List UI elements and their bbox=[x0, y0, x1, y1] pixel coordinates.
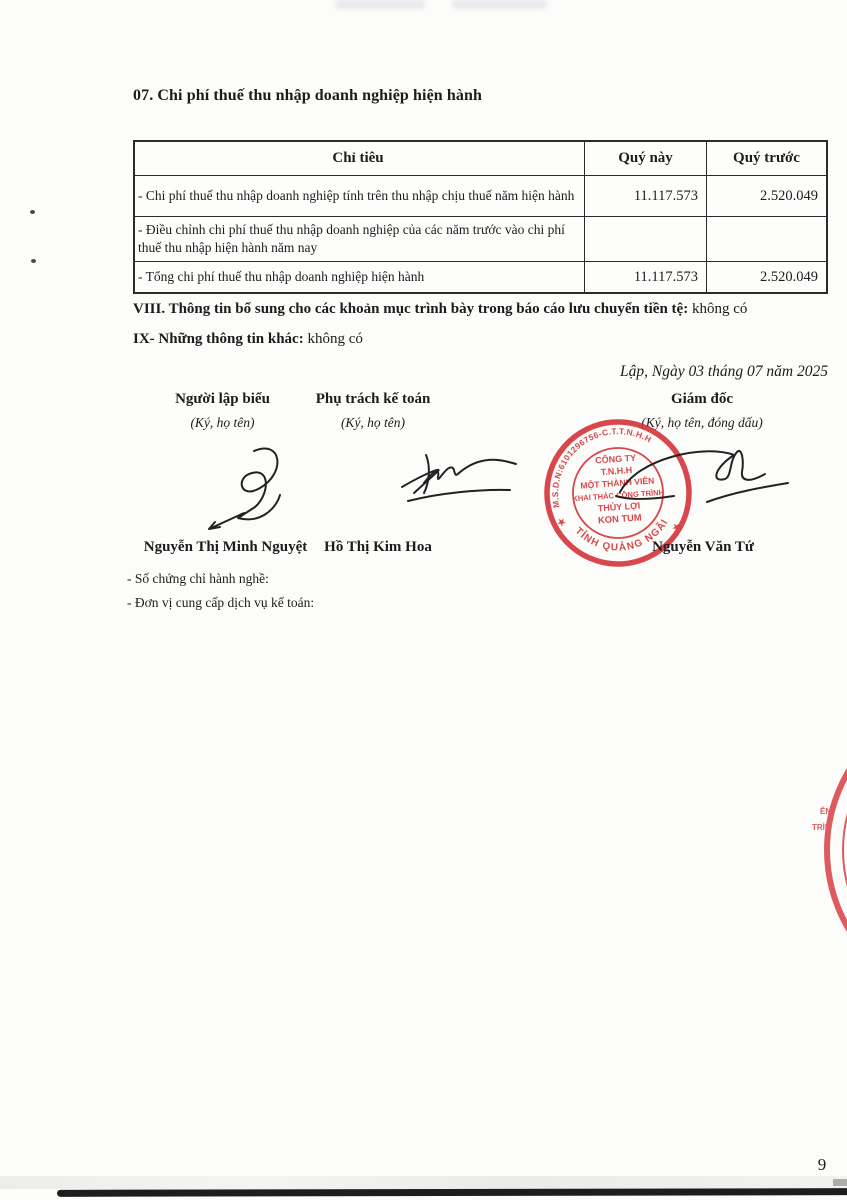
row-value-this-quarter bbox=[585, 217, 707, 261]
header-this-quarter: Quý này bbox=[585, 142, 707, 175]
preparer-name: Nguyễn Thị Minh Nguyệt bbox=[143, 539, 308, 555]
bleed-through-smudge bbox=[452, 0, 547, 9]
row-value-this-quarter: 11.117.573 bbox=[585, 176, 707, 216]
signature-director bbox=[612, 438, 807, 523]
edge-stamp-text: ÊN bbox=[820, 807, 832, 816]
scan-artifact-dot bbox=[30, 210, 35, 214]
row-value-this-quarter: 11.117.573 bbox=[585, 262, 707, 292]
stamp-ring-text-bottom: TỈNH QUẢNG NGÃI bbox=[572, 517, 671, 554]
section-ix-line bbox=[133, 331, 833, 348]
section-viii-label: VIII. Thông tin bổ sung cho các khoản mục trình bày trong báo cáo lưu chuyển tiền tệ: bbox=[133, 301, 689, 317]
stamp-star-left: ★ bbox=[554, 514, 570, 531]
scan-edge-mark bbox=[833, 1179, 847, 1186]
footnote-certificate: - Số chứng chỉ hành nghề: bbox=[127, 571, 269, 586]
row-label: - Tổng chi phí thuế thu nhập doanh nghiệp hiện hành bbox=[135, 262, 585, 292]
table-row bbox=[135, 217, 826, 262]
chief-accountant-subtitle: (Ký, họ tên) bbox=[340, 415, 406, 430]
bleed-through-smudge bbox=[335, 0, 425, 9]
director-subtitle: (Ký, họ tên, đóng dấu) bbox=[641, 415, 763, 430]
svg-text:MỘT THÀNH VIÊN: MỘT THÀNH VIÊN bbox=[580, 475, 655, 491]
row-value-prev-quarter bbox=[707, 217, 826, 261]
row-label: - Chi phí thuế thu nhập doanh nghiệp tính trên thu nhập chịu thuế năm hiện hành bbox=[135, 176, 585, 216]
edge-stamp-fragment bbox=[790, 752, 847, 952]
svg-text:KHAI THÁC CÔNG TRÌNH: KHAI THÁC CÔNG TRÌNH bbox=[571, 487, 665, 504]
director-title: Giám đốc bbox=[670, 391, 734, 407]
table-header-row bbox=[135, 142, 826, 176]
scan-shadow-bar bbox=[57, 1188, 847, 1197]
section-viii-value: không có bbox=[688, 301, 748, 317]
section-viii-line bbox=[133, 301, 833, 318]
scan-artifact-dot bbox=[31, 259, 36, 263]
row-value-prev-quarter: 2.520.049 bbox=[760, 187, 818, 204]
signature-col-chief-accountant bbox=[290, 391, 456, 431]
header-prev-quarter: Quý trước bbox=[733, 150, 800, 166]
table-row bbox=[135, 176, 826, 217]
stamp-ring-text-top: M.S.D.N:6101296756-C.T.T.N.H.H bbox=[550, 426, 654, 509]
preparer-subtitle: (Ký, họ tên) bbox=[190, 415, 255, 430]
svg-text:CÔNG TY: CÔNG TY bbox=[594, 452, 637, 466]
svg-text:T.N.H.H: T.N.H.H bbox=[600, 464, 633, 478]
signature-chief-accountant bbox=[388, 443, 533, 513]
section-ix-label: IX- Những thông tin khác: bbox=[133, 331, 304, 347]
date-line: Lập, Ngày 03 tháng 07 năm 2025 bbox=[620, 363, 828, 380]
row-value-prev-quarter: 2.520.049 bbox=[760, 268, 818, 285]
page-number: 9 bbox=[817, 1155, 827, 1174]
director-name: Nguyễn Văn Tứ bbox=[652, 539, 754, 555]
section-title: 07. Chi phí thuế thu nhập doanh nghiệp hiện hành bbox=[133, 87, 482, 104]
footnote-service-provider: - Đơn vị cung cấp dịch vụ kế toán: bbox=[127, 595, 315, 610]
edge-stamp-text: TRÌN bbox=[812, 823, 831, 832]
scan-edge-band bbox=[0, 1176, 847, 1189]
header-criteria: Chỉ tiêu bbox=[135, 142, 585, 175]
section-ix-value: không có bbox=[303, 331, 363, 347]
tax-expense-table bbox=[133, 140, 828, 294]
preparer-title: Người lập biểu bbox=[175, 391, 270, 407]
signature-col-preparer bbox=[140, 391, 305, 431]
chief-accountant-name: Hồ Thị Kim Hoa bbox=[324, 539, 432, 555]
table-row bbox=[135, 262, 826, 292]
chief-accountant-title: Phụ trách kế toán bbox=[315, 391, 431, 407]
stamp-star-right: ★ bbox=[668, 519, 684, 536]
row-label: - Điều chỉnh chi phí thuế thu nhập doanh nghiệp của các năm trước vào chi phí thuế thu nhập hiện hành năm nay bbox=[135, 217, 585, 261]
svg-text:THỦY LỢI: THỦY LỢI bbox=[597, 500, 641, 514]
signature-preparer bbox=[192, 443, 322, 538]
svg-text:KON TUM: KON TUM bbox=[597, 511, 642, 526]
